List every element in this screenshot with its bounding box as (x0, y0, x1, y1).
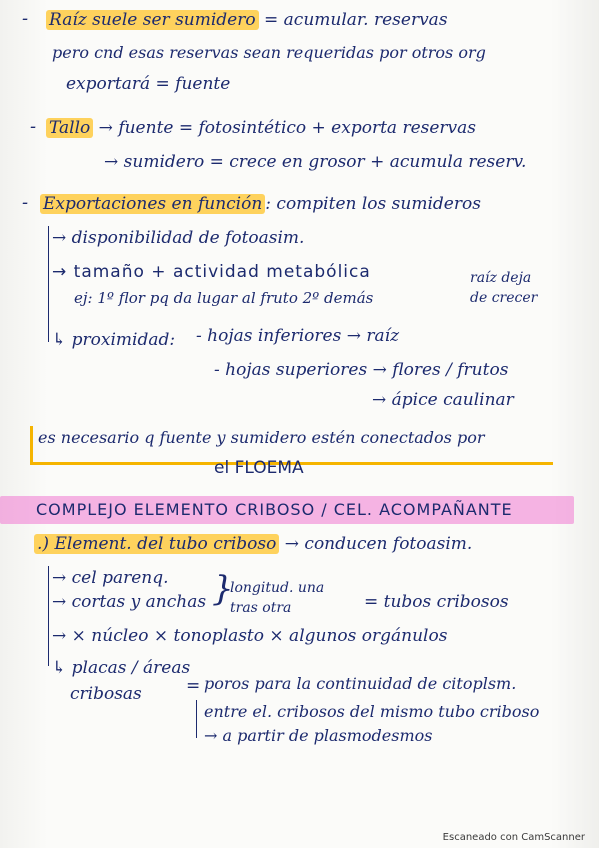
note-line-1 (46, 10, 448, 30)
bullet-dash: - (30, 116, 37, 137)
list-item: → tamaño + actividad metabólica (52, 262, 371, 282)
side-note-line: raíz deja (470, 270, 532, 286)
side-note (470, 268, 537, 308)
subsection-title (34, 534, 472, 554)
note-text: = acumular. reservas (264, 10, 448, 30)
highlight-root: Raíz suele ser sumidero (46, 10, 259, 30)
side-note-line: de crecer (470, 290, 538, 306)
list-item-text: tamaño + actividad metabólica (73, 262, 371, 282)
note-line-3: exportará = fuente (66, 74, 231, 94)
list-item: → cortas y anchas (52, 592, 207, 612)
note-line-2: pero cnd esas reservas sean requeridas por otros org (52, 43, 486, 62)
note-line-5: → sumidero = crece en grosor + acumula reserv. (104, 152, 527, 172)
highlight-element: .) Element. del tubo criboso (34, 534, 279, 554)
equals-sign: = (186, 676, 201, 696)
tree-line (196, 700, 197, 738)
phloem-label: el FLOEMA (214, 458, 304, 478)
list-item-cont: cribosas (70, 684, 142, 704)
note-text: : compiten los sumideros (265, 194, 481, 214)
brace-result: = tubos cribosos (364, 592, 509, 612)
result-line: → a partir de plasmodesmos (204, 726, 433, 745)
list-item-text: cortas y anchas (71, 592, 207, 612)
connection-line: es necesario q fuente y sumidero estén conectados por (38, 428, 485, 447)
list-item-text: disponibilidad de fotoasim. (71, 228, 305, 248)
sub-item: - hojas inferiores → raíz (196, 326, 400, 346)
list-item-text: placas / áreas (71, 658, 191, 678)
sub-item: → ápice caulinar (372, 390, 514, 410)
note-text: → conducen fotoasim. (284, 534, 473, 554)
note-line-6 (40, 194, 481, 214)
bullet-dash: - (22, 192, 29, 213)
list-item: → cel parenq. (52, 568, 169, 588)
list-item: → × núcleo × tonoplasto × algunos orgánulos (52, 626, 448, 646)
highlight-export: Exportaciones en función (40, 194, 265, 214)
curly-brace: } (212, 569, 234, 609)
tree-line (48, 566, 49, 666)
list-item-text: × núcleo × tonoplasto × algunos orgánulos (71, 626, 448, 646)
list-item: ↳ placas / áreas (52, 658, 191, 678)
list-item-text: proximidad: (71, 330, 176, 350)
tree-line (48, 226, 49, 342)
sub-item: - hojas superiores → flores / frutos (214, 360, 509, 380)
section-banner-title: COMPLEJO ELEMENTO CRIBOSO / CEL. ACOMPAÑANTE (36, 500, 513, 519)
result-line: entre el. cribosos del mismo tubo criboso (204, 702, 540, 721)
scanner-watermark: Escaneado con CamScanner (442, 832, 585, 843)
brace-note-line: tras otra (230, 600, 292, 616)
example-line: ej: 1º flor pq da lugar al fruto 2º demás (74, 289, 374, 307)
brace-note-line: longitud. una (230, 580, 325, 596)
bullet-dash: - (22, 8, 29, 29)
list-item: → disponibilidad de fotoasim. (52, 228, 305, 248)
result-line: poros para la continuidad de citoplsm. (204, 674, 517, 693)
note-text: → fuente = fotosintético + exporta reservas (98, 118, 477, 138)
list-item-text: cel parenq. (71, 568, 169, 588)
brace-note (230, 578, 324, 618)
list-item: ↳ proximidad: (52, 330, 176, 350)
highlight-tallo: Tallo (46, 118, 93, 138)
note-line-4 (46, 118, 476, 138)
